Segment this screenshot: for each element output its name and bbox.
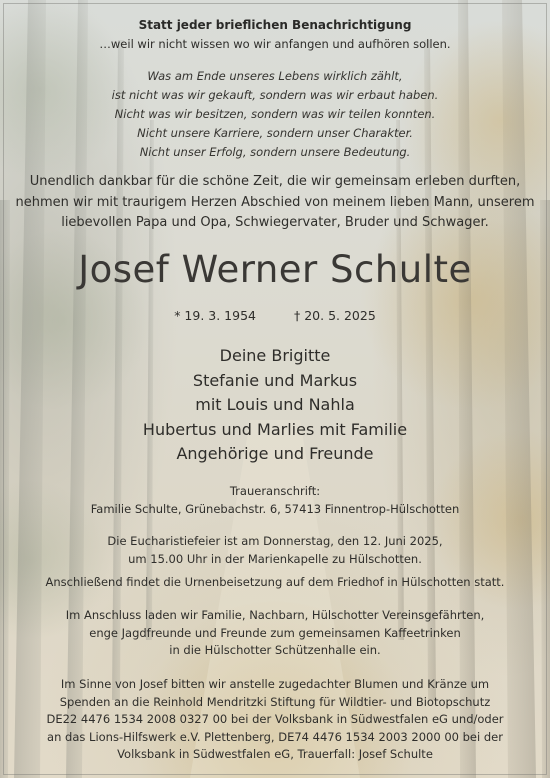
deceased-name: Josef Werner Schulte bbox=[78, 248, 472, 291]
mourning-address bbox=[0, 483, 550, 518]
mourner-line: Angehörige und Freunde bbox=[176, 444, 374, 463]
donation-line: Spenden an die Reinhold Mendritzki Stiftung für Wildtier- und Biotopschutz bbox=[59, 694, 491, 709]
memorial-verse bbox=[0, 67, 550, 162]
verse-line: Nicht was wir besitzen, sondern was wir teilen konnten. bbox=[114, 107, 436, 121]
farewell-line: Unendlich dankbar für die schöne Zeit, die wir gemeinsam erleben durften, bbox=[29, 174, 521, 189]
mourners-list bbox=[0, 344, 550, 467]
mourner-line: Stefanie und Markus bbox=[192, 370, 358, 390]
verse-line: Nicht unser Erfolg, sondern unsere Bedeutung. bbox=[139, 145, 411, 159]
invitation-info bbox=[0, 607, 550, 660]
mourner-line: Deine Brigitte bbox=[219, 346, 331, 365]
notice-heading: Statt jeder brieflichen Benachrichtigung bbox=[138, 18, 412, 32]
farewell-line: liebevollen Papa und Opa, Schwiegervater, Bruder und Schwager. bbox=[61, 215, 489, 230]
donation-line: Im Sinne von Josef bitten wir anstelle zugedachter Blumen und Kränze um bbox=[60, 677, 490, 691]
burial-info bbox=[0, 574, 550, 592]
invitation-line: Im Anschluss laden wir Familie, Nachbarn, Hülschotter Vereinsgefährten, bbox=[65, 608, 485, 622]
service-info bbox=[0, 533, 550, 568]
farewell-text bbox=[0, 172, 550, 234]
mourner-line: mit Louis und Nahla bbox=[195, 395, 355, 414]
donation-line: an das Lions-Hilfswerk e.V. Plettenberg, DE74 4476 1534 2003 2000 00 bei der bbox=[47, 729, 503, 744]
verse-line: Nicht unsere Karriere, sondern unser Charakter. bbox=[137, 126, 413, 140]
service-line: Die Eucharistiefeier ist am Donnerstag, den 12. Juni 2025, bbox=[107, 534, 443, 548]
farewell-line: nehmen wir mit traurigem Herzen Abschied von meinem lieben Mann, unserem bbox=[15, 194, 535, 210]
donation-line: DE22 4476 1534 2008 0327 00 bei der Volksbank in Südwestfalen eG und/oder bbox=[46, 712, 504, 726]
donation-info bbox=[0, 676, 550, 764]
notice-subheading: …weil wir nicht wissen wo wir anfangen und aufhören sollen. bbox=[99, 37, 451, 51]
life-dates bbox=[0, 308, 550, 323]
death-date: † 20. 5. 2025 bbox=[294, 308, 376, 323]
invitation-line: in die Hülschotter Schützenhalle ein. bbox=[169, 643, 381, 657]
service-line: um 15.00 Uhr in der Marienkapelle zu Hülschotten. bbox=[128, 551, 422, 566]
verse-line: Was am Ende unseres Lebens wirklich zählt, bbox=[147, 69, 403, 83]
invitation-line: enge Jagdfreunde und Freunde zum gemeinsamen Kaffeetrinken bbox=[89, 625, 461, 640]
verse-line: ist nicht was wir gekauft, sondern was wir erbaut haben. bbox=[111, 88, 439, 102]
donation-line: Volksbank in Südwestfalen eG, Trauerfall: Josef Schulte bbox=[117, 747, 433, 761]
address-line: Familie Schulte, Grünebachstr. 6, 57413 Finnentrop-Hülschotten bbox=[90, 501, 460, 516]
mourner-line: Hubertus und Marlies mit Familie bbox=[142, 419, 408, 439]
address-label: Traueranschrift: bbox=[229, 484, 321, 498]
burial-line: Anschließend findet die Urnenbeisetzung auf dem Friedhof in Hülschotten statt. bbox=[45, 575, 505, 589]
birth-date: * 19. 3. 1954 bbox=[174, 308, 256, 323]
